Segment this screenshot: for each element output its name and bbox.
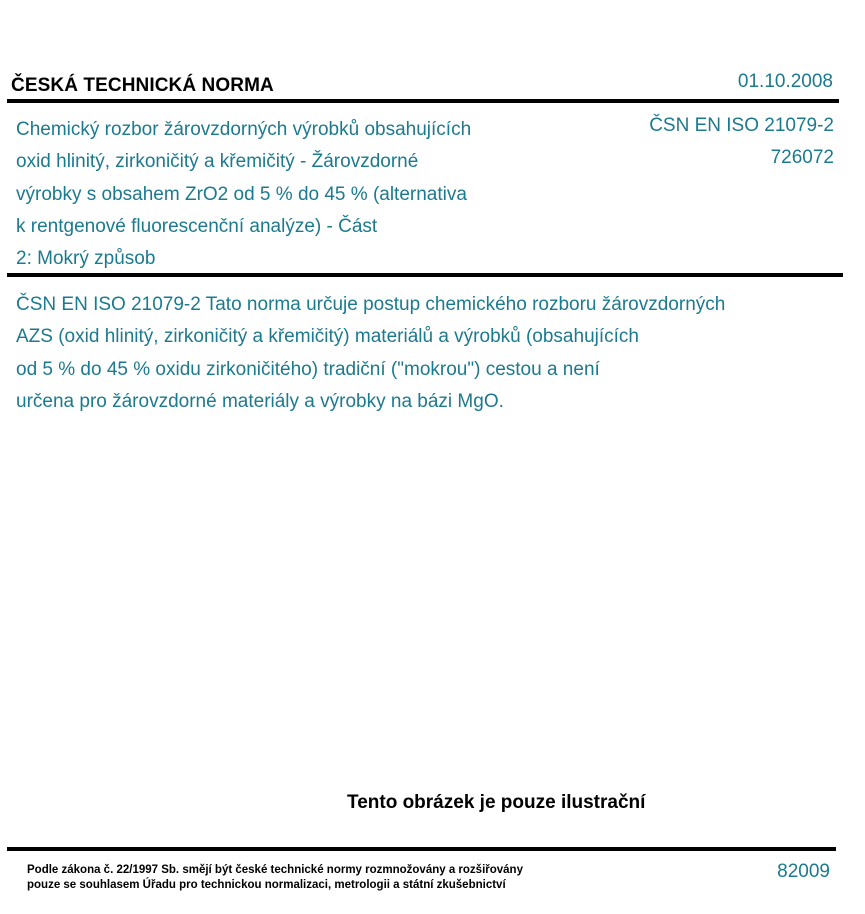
abstract-line: od 5 % do 45 % oxidu zirkoničitého) tradiční ("mokrou") cestou a není (16, 358, 600, 380)
header-divider (7, 99, 839, 103)
legal-notice-line: pouze se souhlasem Úřadu pro technickou normalizaci, metrologii a státní zkušebnictví (27, 879, 506, 891)
standard-title-line: 2: Mokrý způsob (16, 248, 156, 270)
standard-title-line: oxid hlinitý, zirkoničitý a křemičitý - Žárovzdorné (16, 151, 419, 173)
document-header-title: ČESKÁ TECHNICKÁ NORMA (11, 75, 274, 96)
standard-class-number: 726072 (770, 147, 834, 168)
standard-code: ČSN EN ISO 21079-2 (649, 115, 834, 136)
standard-title-line: výrobky s obsahem ZrO2 od 5 % do 45 % (alternativa (16, 183, 467, 205)
abstract-line: určena pro žárovzdorné materiály a výrobky na bázi MgO. (16, 390, 504, 412)
standard-title-line: Chemický rozbor žárovzdorných výrobků obsahujících (16, 119, 472, 140)
standard-title-line: k rentgenové fluorescenční analýze) - Část (16, 215, 378, 237)
legal-notice (27, 863, 523, 893)
standard-abstract (16, 289, 846, 418)
abstract-line: ČSN EN ISO 21079-2 Tato norma určuje postup chemického rozboru žárovzdorných (16, 294, 726, 315)
standard-title (16, 114, 576, 275)
illustration-note: Tento obrázek je pouze ilustrační (347, 792, 646, 813)
legal-notice-line: Podle zákona č. 22/1997 Sb. smějí být české technické normy rozmnožovány a rozšiřovány (27, 864, 523, 876)
title-divider (7, 273, 843, 277)
abstract-line: AZS (oxid hlinitý, zirkoničitý a křemičitý) materiálů a výrobků (obsahujících (16, 326, 639, 348)
footer-divider (7, 847, 836, 851)
publication-date: 01.10.2008 (737, 71, 833, 92)
footer-code: 82009 (777, 861, 830, 882)
